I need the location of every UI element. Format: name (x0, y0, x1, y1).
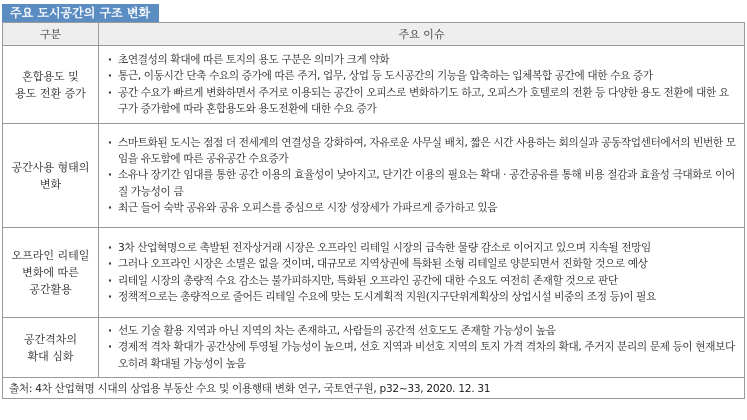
row-category (3, 228, 99, 318)
header-category: 구분 (3, 23, 99, 46)
category-line: 공간사용 형태의 (11, 160, 90, 174)
table-row (3, 124, 745, 228)
category-line: 오프라인 리테일 (11, 249, 90, 262)
category-line: 용도 전환 증가 (15, 86, 86, 100)
category-line: 공간격차의 (23, 332, 78, 346)
row-issues (99, 46, 745, 124)
table-header-row (3, 23, 745, 46)
issue-item: · 선도 기술 활용 지역과 아닌 지역의 차는 존재하고, 사람들의 공간적 선호도도 존재할 가능성이 높음 (105, 323, 738, 339)
row-issues (99, 318, 745, 378)
issue-item: · 정책적으로는 총량적으로 줄어든 리테일 수요에 맞는 도시계획적 지원(지구단위계획상의 상업시설 비중의 조정 등)이 필요 (105, 289, 738, 305)
issue-list (105, 240, 738, 305)
issue-list (105, 323, 738, 372)
issue-item: · 통근, 이동시간 단축 수요의 증가에 따른 주거, 업무, 상업 등 도시공간의 기능을 압축하는 입체복합 공간에 대한 수요 증가 (105, 68, 738, 84)
issue-item: · 3차 산업혁명으로 촉발된 전자상거래 시장은 오프라인 리테일 시장의 급속한 물량 감소로 이어지고 있으며 지속될 전망임 (105, 240, 738, 256)
category-line: 변화에 따른 (22, 266, 79, 279)
issue-item: · 경제적 격차 확대가 공간상에 투영될 가능성이 높으며, 선호 지역과 비선호 지역의 토지 가격 격차의 확대, 주거지 분리의 문제 등이 현재보다 오히려 확대될 가능성이 높음 (105, 339, 738, 371)
category-line: 확대 심화 (27, 349, 74, 363)
source-row (3, 378, 745, 399)
table-title: 주요 도시공간의 구조 변화 (2, 4, 159, 22)
issue-item: · 스마트화된 도시는 점점 더 전세계의 연결성을 강화하여, 자유로운 사무실 배치, 짧은 시간 사용하는 회의실과 공동작업센터에서의 빈번한 모임을 유도함에 따른 공유공간 수요증가 (105, 135, 738, 167)
header-issues: 주요 이슈 (99, 23, 745, 46)
issue-item: · 리테일 시장의 총량적 수요 감소는 불가피하지만, 특화된 오프라인 공간에 대한 수요도 여전히 존재할 것으로 판단 (105, 273, 738, 289)
table-row (3, 318, 745, 378)
category-line: 변화 (39, 177, 62, 191)
source-note: 출처: 4차 산업혁명 시대의 상업용 부동산 수요 및 이용행태 변화 연구, 국토연구원, p32~33, 2020. 12. 31 (3, 378, 745, 399)
table-row (3, 228, 745, 318)
category-line: 공간활용 (29, 283, 72, 296)
row-category (3, 318, 99, 378)
row-issues (99, 124, 745, 228)
row-issues (99, 228, 745, 318)
table-row (3, 46, 745, 124)
issue-item: · 소유나 장기간 임대를 통한 공간 이용의 효율성이 낮아지고, 단기간 이용의 필요는 확대 · 공간공유를 통해 비용 절감과 효율성 극대화로 이어질 가능성이 큼 (105, 167, 738, 199)
row-category (3, 124, 99, 228)
issue-item: · 공간 수요가 빠르게 변화하면서 주거로 이용되는 공간이 오피스로 변화하기도 하고, 오피스가 호텔로의 전환 등 다양한 용도 전환에 대한 요구가 증가함에 따라 혼합용도와 용도전환에 대한 수요 증가 (105, 85, 738, 117)
row-category (3, 46, 99, 124)
issue-item: · 그러나 오프라인 시장은 소멸은 없을 것이며, 대규모로 지역상권에 특화된 소형 리테일로 양분되면서 진화할 것으로 예상 (105, 256, 738, 272)
issue-list (105, 135, 738, 216)
issue-item: · 초연결성의 확대에 따른 토지의 용도 구분은 의미가 크게 약화 (105, 52, 738, 68)
issue-item: · 최근 들어 숙박 공유와 공유 오피스를 중심으로 시장 성장세가 가파르게 증가하고 있음 (105, 200, 738, 216)
issue-list (105, 52, 738, 117)
category-line: 혼합용도 및 (22, 69, 79, 83)
urban-space-table (2, 22, 745, 399)
